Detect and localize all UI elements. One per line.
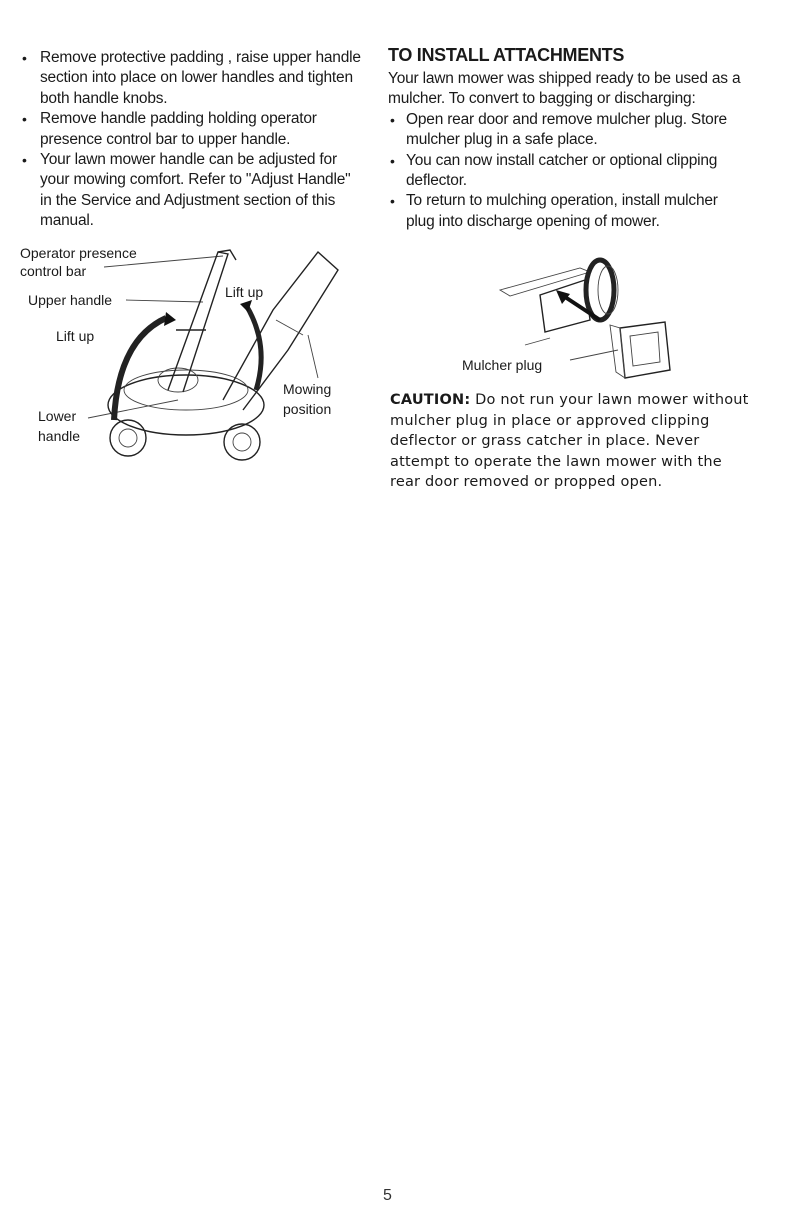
label-upper-handle: Upper handle [28,292,113,308]
step-return-mulching: • To return to mulching operation, install mulcher plug into discharge opening of mower. [388,191,748,232]
caution-label: CAUTION: [390,392,471,408]
step-open-rear-door: • Open rear door and remove mulcher plug. Store mulcher plug in a safe place. [388,110,748,151]
label-handle: handle [38,428,81,444]
right-column [388,44,748,232]
step-remove-handle-padding: • Remove handle padding holding operator presence control bar to upper handle. [20,109,365,150]
caution-notice [390,390,750,493]
label-operator-presence: Operator presence [20,245,137,261]
label-lift-up-left: Lift up [56,328,95,344]
attachments-steps-list [388,110,748,232]
step-install-catcher: • You can now install catcher or optional clipping deflector. [388,151,748,192]
label-position: position [283,401,332,417]
attachments-intro: Your lawn mower was shipped ready to be used as a mulcher. To convert to bagging or discharging: [388,70,741,108]
step-adjust-handle: • Your lawn mower handle can be adjusted for your mowing comfort. Refer to "Adjust Handle" in the Service and Adjustment section of this manual. [20,150,365,232]
mower-handle-figure [18,240,363,470]
caution-text: Do not run your lawn mower without mulcher plug in place or approved clipping deflector or grass catcher in place. Never attempt to operate the lawn mower with the rear door removed or propped open. [390,392,749,491]
left-column [20,48,365,232]
label-mulcher-plug: Mulcher plug [462,357,543,373]
section-heading: TO INSTALL ATTACHMENTS [388,45,625,65]
assembly-steps-list [20,48,365,232]
label-mowing: Mowing [283,381,332,397]
label-control-bar: control bar [20,263,87,279]
mulcher-plug-figure [440,250,690,380]
step-remove-padding: • Remove protective padding , raise upper handle section into place on lower handles and tighten both handle knobs. [20,48,365,109]
label-lower: Lower [38,408,77,424]
page-number: 5 [383,1187,392,1204]
label-lift-up-right: Lift up [225,284,264,300]
